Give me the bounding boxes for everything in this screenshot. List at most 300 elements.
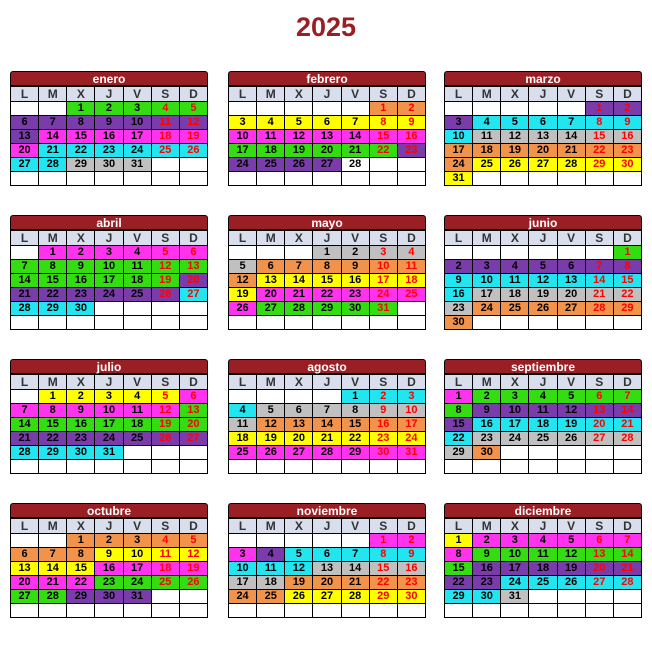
day-cell[interactable]: 29	[39, 302, 67, 316]
day-cell[interactable]: 28	[39, 158, 67, 172]
day-cell[interactable]: 1	[369, 102, 397, 116]
day-cell[interactable]: 1	[369, 534, 397, 548]
day-cell[interactable]: 4	[151, 534, 179, 548]
day-cell[interactable]: 20	[285, 432, 313, 446]
day-cell[interactable]: 3	[501, 390, 529, 404]
day-cell[interactable]: 31	[445, 172, 473, 186]
day-cell[interactable]: 19	[151, 274, 179, 288]
day-cell[interactable]: 21	[341, 144, 369, 158]
day-cell[interactable]: 29	[613, 302, 641, 316]
day-cell[interactable]: 26	[179, 144, 207, 158]
day-cell[interactable]: 1	[445, 534, 473, 548]
day-cell[interactable]: 19	[557, 418, 585, 432]
day-cell[interactable]: 22	[67, 144, 95, 158]
day-cell[interactable]: 26	[557, 576, 585, 590]
day-cell[interactable]: 21	[557, 144, 585, 158]
day-cell[interactable]: 26	[285, 158, 313, 172]
day-cell[interactable]: 11	[257, 562, 285, 576]
day-cell[interactable]: 4	[529, 390, 557, 404]
day-cell[interactable]: 23	[613, 144, 641, 158]
day-cell[interactable]: 6	[585, 534, 613, 548]
day-cell[interactable]: 28	[11, 302, 39, 316]
day-cell[interactable]: 3	[473, 260, 501, 274]
day-cell[interactable]: 7	[341, 548, 369, 562]
day-cell[interactable]: 30	[67, 302, 95, 316]
day-cell[interactable]: 12	[179, 548, 207, 562]
day-cell[interactable]: 29	[67, 158, 95, 172]
day-cell[interactable]: 5	[257, 404, 285, 418]
day-cell[interactable]: 22	[341, 432, 369, 446]
day-cell[interactable]: 19	[557, 562, 585, 576]
day-cell[interactable]: 10	[473, 274, 501, 288]
day-cell[interactable]: 1	[313, 246, 341, 260]
day-cell[interactable]: 7	[11, 404, 39, 418]
day-cell[interactable]: 24	[123, 144, 151, 158]
day-cell[interactable]: 10	[501, 404, 529, 418]
day-cell[interactable]: 2	[67, 246, 95, 260]
day-cell[interactable]: 24	[95, 288, 123, 302]
day-cell[interactable]: 20	[257, 288, 285, 302]
day-cell[interactable]: 21	[11, 288, 39, 302]
day-cell[interactable]: 9	[473, 404, 501, 418]
day-cell[interactable]: 1	[67, 102, 95, 116]
day-cell[interactable]: 15	[369, 130, 397, 144]
day-cell[interactable]: 29	[369, 590, 397, 604]
day-cell[interactable]: 3	[369, 246, 397, 260]
day-cell[interactable]: 6	[179, 246, 207, 260]
day-cell[interactable]: 22	[585, 144, 613, 158]
day-cell[interactable]: 10	[123, 548, 151, 562]
day-cell[interactable]: 29	[585, 158, 613, 172]
day-cell[interactable]: 4	[123, 246, 151, 260]
day-cell[interactable]: 29	[39, 446, 67, 460]
day-cell[interactable]: 13	[285, 418, 313, 432]
day-cell[interactable]: 19	[529, 288, 557, 302]
day-cell[interactable]: 23	[397, 576, 425, 590]
day-cell[interactable]: 7	[285, 260, 313, 274]
day-cell[interactable]: 27	[585, 432, 613, 446]
day-cell[interactable]: 9	[613, 116, 641, 130]
day-cell[interactable]: 12	[557, 548, 585, 562]
day-cell[interactable]: 5	[285, 116, 313, 130]
day-cell[interactable]: 3	[397, 390, 425, 404]
day-cell[interactable]: 30	[473, 590, 501, 604]
day-cell[interactable]: 31	[123, 158, 151, 172]
day-cell[interactable]: 30	[341, 302, 369, 316]
day-cell[interactable]: 28	[341, 158, 369, 172]
day-cell[interactable]: 7	[39, 548, 67, 562]
day-cell[interactable]: 29	[445, 590, 473, 604]
day-cell[interactable]: 5	[557, 390, 585, 404]
day-cell[interactable]: 27	[11, 158, 39, 172]
day-cell[interactable]: 19	[285, 144, 313, 158]
day-cell[interactable]: 4	[501, 260, 529, 274]
day-cell[interactable]: 18	[123, 274, 151, 288]
day-cell[interactable]: 19	[151, 418, 179, 432]
day-cell[interactable]: 12	[285, 562, 313, 576]
day-cell[interactable]: 2	[397, 534, 425, 548]
day-cell[interactable]: 7	[341, 116, 369, 130]
day-cell[interactable]: 7	[613, 534, 641, 548]
day-cell[interactable]: 18	[473, 144, 501, 158]
day-cell[interactable]: 3	[229, 548, 257, 562]
day-cell[interactable]: 10	[123, 116, 151, 130]
day-cell[interactable]: 2	[397, 102, 425, 116]
day-cell[interactable]: 30	[473, 446, 501, 460]
day-cell[interactable]: 27	[529, 158, 557, 172]
day-cell[interactable]: 5	[179, 102, 207, 116]
day-cell[interactable]: 4	[229, 404, 257, 418]
day-cell[interactable]: 7	[39, 116, 67, 130]
day-cell[interactable]: 25	[257, 590, 285, 604]
day-cell[interactable]: 2	[369, 390, 397, 404]
day-cell[interactable]: 20	[557, 288, 585, 302]
day-cell[interactable]: 26	[257, 446, 285, 460]
day-cell[interactable]: 10	[501, 548, 529, 562]
day-cell[interactable]: 23	[341, 288, 369, 302]
day-cell[interactable]: 20	[529, 144, 557, 158]
day-cell[interactable]: 23	[95, 576, 123, 590]
day-cell[interactable]: 24	[229, 158, 257, 172]
day-cell[interactable]: 3	[95, 390, 123, 404]
day-cell[interactable]: 6	[585, 390, 613, 404]
day-cell[interactable]: 27	[285, 446, 313, 460]
day-cell[interactable]: 14	[39, 130, 67, 144]
day-cell[interactable]: 15	[445, 562, 473, 576]
day-cell[interactable]: 9	[341, 260, 369, 274]
day-cell[interactable]: 25	[397, 288, 425, 302]
day-cell[interactable]: 29	[313, 302, 341, 316]
day-cell[interactable]: 10	[95, 260, 123, 274]
day-cell[interactable]: 15	[369, 562, 397, 576]
day-cell[interactable]: 5	[529, 260, 557, 274]
day-cell[interactable]: 23	[397, 144, 425, 158]
day-cell[interactable]: 9	[369, 404, 397, 418]
day-cell[interactable]: 21	[585, 288, 613, 302]
day-cell[interactable]: 15	[613, 274, 641, 288]
day-cell[interactable]: 24	[445, 158, 473, 172]
day-cell[interactable]: 11	[123, 404, 151, 418]
day-cell[interactable]: 15	[39, 418, 67, 432]
day-cell[interactable]: 24	[501, 576, 529, 590]
day-cell[interactable]: 22	[445, 432, 473, 446]
day-cell[interactable]: 8	[313, 260, 341, 274]
day-cell[interactable]: 2	[613, 102, 641, 116]
day-cell[interactable]: 20	[11, 144, 39, 158]
day-cell[interactable]: 26	[151, 288, 179, 302]
day-cell[interactable]: 16	[445, 288, 473, 302]
day-cell[interactable]: 4	[257, 116, 285, 130]
day-cell[interactable]: 16	[369, 418, 397, 432]
day-cell[interactable]: 21	[11, 432, 39, 446]
day-cell[interactable]: 14	[11, 274, 39, 288]
day-cell[interactable]: 20	[585, 418, 613, 432]
day-cell[interactable]: 24	[501, 432, 529, 446]
day-cell[interactable]: 6	[557, 260, 585, 274]
day-cell[interactable]: 21	[613, 418, 641, 432]
day-cell[interactable]: 24	[397, 432, 425, 446]
day-cell[interactable]: 26	[285, 590, 313, 604]
day-cell[interactable]: 2	[473, 390, 501, 404]
day-cell[interactable]: 23	[67, 432, 95, 446]
day-cell[interactable]: 5	[557, 534, 585, 548]
day-cell[interactable]: 17	[229, 576, 257, 590]
day-cell[interactable]: 12	[151, 404, 179, 418]
day-cell[interactable]: 8	[67, 116, 95, 130]
day-cell[interactable]: 3	[123, 102, 151, 116]
day-cell[interactable]: 18	[257, 576, 285, 590]
day-cell[interactable]: 8	[39, 260, 67, 274]
day-cell[interactable]: 2	[67, 390, 95, 404]
day-cell[interactable]: 1	[613, 246, 641, 260]
day-cell[interactable]: 14	[313, 418, 341, 432]
day-cell[interactable]: 15	[445, 418, 473, 432]
day-cell[interactable]: 21	[39, 576, 67, 590]
day-cell[interactable]: 1	[585, 102, 613, 116]
day-cell[interactable]: 5	[501, 116, 529, 130]
day-cell[interactable]: 27	[313, 158, 341, 172]
day-cell[interactable]: 21	[39, 144, 67, 158]
day-cell[interactable]: 26	[501, 158, 529, 172]
day-cell[interactable]: 10	[95, 404, 123, 418]
day-cell[interactable]: 11	[397, 260, 425, 274]
day-cell[interactable]: 6	[313, 116, 341, 130]
day-cell[interactable]: 25	[473, 158, 501, 172]
day-cell[interactable]: 3	[95, 246, 123, 260]
day-cell[interactable]: 30	[397, 590, 425, 604]
day-cell[interactable]: 23	[473, 432, 501, 446]
day-cell[interactable]: 9	[95, 548, 123, 562]
day-cell[interactable]: 10	[445, 130, 473, 144]
day-cell[interactable]: 11	[151, 116, 179, 130]
day-cell[interactable]: 16	[67, 418, 95, 432]
day-cell[interactable]: 6	[179, 390, 207, 404]
day-cell[interactable]: 19	[179, 130, 207, 144]
day-cell[interactable]: 15	[585, 130, 613, 144]
day-cell[interactable]: 11	[229, 418, 257, 432]
day-cell[interactable]: 16	[95, 130, 123, 144]
day-cell[interactable]: 8	[445, 548, 473, 562]
day-cell[interactable]: 10	[397, 404, 425, 418]
day-cell[interactable]: 9	[67, 260, 95, 274]
day-cell[interactable]: 8	[369, 548, 397, 562]
day-cell[interactable]: 28	[557, 158, 585, 172]
day-cell[interactable]: 2	[445, 260, 473, 274]
day-cell[interactable]: 22	[613, 288, 641, 302]
day-cell[interactable]: 12	[151, 260, 179, 274]
day-cell[interactable]: 24	[369, 288, 397, 302]
day-cell[interactable]: 14	[613, 548, 641, 562]
day-cell[interactable]: 21	[285, 288, 313, 302]
day-cell[interactable]: 14	[613, 404, 641, 418]
day-cell[interactable]: 12	[257, 418, 285, 432]
day-cell[interactable]: 27	[557, 302, 585, 316]
day-cell[interactable]: 13	[585, 404, 613, 418]
day-cell[interactable]: 5	[229, 260, 257, 274]
day-cell[interactable]: 28	[585, 302, 613, 316]
day-cell[interactable]: 12	[179, 116, 207, 130]
day-cell[interactable]: 2	[341, 246, 369, 260]
day-cell[interactable]: 9	[95, 116, 123, 130]
day-cell[interactable]: 10	[229, 562, 257, 576]
day-cell[interactable]: 13	[557, 274, 585, 288]
day-cell[interactable]: 17	[95, 274, 123, 288]
day-cell[interactable]: 28	[11, 446, 39, 460]
day-cell[interactable]: 10	[369, 260, 397, 274]
day-cell[interactable]: 22	[313, 288, 341, 302]
day-cell[interactable]: 31	[369, 302, 397, 316]
day-cell[interactable]: 18	[123, 418, 151, 432]
day-cell[interactable]: 24	[123, 576, 151, 590]
day-cell[interactable]: 9	[397, 116, 425, 130]
day-cell[interactable]: 4	[257, 548, 285, 562]
day-cell[interactable]: 30	[95, 158, 123, 172]
day-cell[interactable]: 6	[285, 404, 313, 418]
day-cell[interactable]: 25	[229, 446, 257, 460]
day-cell[interactable]: 22	[369, 144, 397, 158]
day-cell[interactable]: 17	[473, 288, 501, 302]
day-cell[interactable]: 14	[285, 274, 313, 288]
day-cell[interactable]: 22	[445, 576, 473, 590]
day-cell[interactable]: 6	[257, 260, 285, 274]
day-cell[interactable]: 23	[67, 288, 95, 302]
day-cell[interactable]: 6	[313, 548, 341, 562]
day-cell[interactable]: 1	[39, 246, 67, 260]
day-cell[interactable]: 17	[123, 562, 151, 576]
day-cell[interactable]: 25	[257, 158, 285, 172]
day-cell[interactable]: 15	[341, 418, 369, 432]
day-cell[interactable]: 18	[397, 274, 425, 288]
day-cell[interactable]: 6	[11, 116, 39, 130]
day-cell[interactable]: 19	[179, 562, 207, 576]
day-cell[interactable]: 26	[529, 302, 557, 316]
day-cell[interactable]: 31	[95, 446, 123, 460]
day-cell[interactable]: 28	[613, 432, 641, 446]
day-cell[interactable]: 12	[529, 274, 557, 288]
day-cell[interactable]: 11	[151, 548, 179, 562]
day-cell[interactable]: 30	[445, 316, 473, 330]
day-cell[interactable]: 26	[151, 432, 179, 446]
day-cell[interactable]: 8	[67, 548, 95, 562]
day-cell[interactable]: 7	[585, 260, 613, 274]
day-cell[interactable]: 30	[67, 446, 95, 460]
day-cell[interactable]: 4	[529, 534, 557, 548]
day-cell[interactable]: 11	[529, 404, 557, 418]
day-cell[interactable]: 13	[313, 130, 341, 144]
day-cell[interactable]: 18	[151, 130, 179, 144]
day-cell[interactable]: 15	[67, 130, 95, 144]
day-cell[interactable]: 16	[473, 562, 501, 576]
day-cell[interactable]: 17	[501, 418, 529, 432]
day-cell[interactable]: 22	[67, 576, 95, 590]
day-cell[interactable]: 14	[341, 562, 369, 576]
day-cell[interactable]: 28	[313, 446, 341, 460]
day-cell[interactable]: 25	[151, 144, 179, 158]
day-cell[interactable]: 5	[179, 534, 207, 548]
day-cell[interactable]: 8	[613, 260, 641, 274]
day-cell[interactable]: 30	[95, 590, 123, 604]
day-cell[interactable]: 14	[39, 562, 67, 576]
day-cell[interactable]: 15	[67, 562, 95, 576]
day-cell[interactable]: 27	[179, 432, 207, 446]
day-cell[interactable]: 20	[313, 576, 341, 590]
day-cell[interactable]: 31	[397, 446, 425, 460]
day-cell[interactable]: 23	[95, 144, 123, 158]
day-cell[interactable]: 22	[39, 432, 67, 446]
day-cell[interactable]: 1	[341, 390, 369, 404]
day-cell[interactable]: 13	[257, 274, 285, 288]
day-cell[interactable]: 21	[341, 576, 369, 590]
day-cell[interactable]: 28	[341, 590, 369, 604]
day-cell[interactable]: 4	[473, 116, 501, 130]
day-cell[interactable]: 29	[445, 446, 473, 460]
day-cell[interactable]: 9	[473, 548, 501, 562]
day-cell[interactable]: 1	[445, 390, 473, 404]
day-cell[interactable]: 6	[529, 116, 557, 130]
day-cell[interactable]: 7	[613, 390, 641, 404]
day-cell[interactable]: 11	[501, 274, 529, 288]
day-cell[interactable]: 14	[11, 418, 39, 432]
day-cell[interactable]: 3	[123, 534, 151, 548]
day-cell[interactable]: 5	[151, 390, 179, 404]
day-cell[interactable]: 20	[179, 418, 207, 432]
day-cell[interactable]: 17	[397, 418, 425, 432]
day-cell[interactable]: 2	[473, 534, 501, 548]
day-cell[interactable]: 2	[95, 534, 123, 548]
day-cell[interactable]: 14	[557, 130, 585, 144]
day-cell[interactable]: 30	[613, 158, 641, 172]
day-cell[interactable]: 30	[369, 446, 397, 460]
day-cell[interactable]: 31	[123, 590, 151, 604]
day-cell[interactable]: 19	[501, 144, 529, 158]
day-cell[interactable]: 18	[529, 418, 557, 432]
day-cell[interactable]: 16	[473, 418, 501, 432]
day-cell[interactable]: 27	[257, 302, 285, 316]
day-cell[interactable]: 4	[151, 102, 179, 116]
day-cell[interactable]: 25	[529, 576, 557, 590]
day-cell[interactable]: 25	[123, 288, 151, 302]
day-cell[interactable]: 7	[313, 404, 341, 418]
day-cell[interactable]: 8	[341, 404, 369, 418]
day-cell[interactable]: 11	[473, 130, 501, 144]
day-cell[interactable]: 28	[39, 590, 67, 604]
day-cell[interactable]: 23	[445, 302, 473, 316]
day-cell[interactable]: 25	[123, 432, 151, 446]
day-cell[interactable]: 19	[229, 288, 257, 302]
day-cell[interactable]: 26	[229, 302, 257, 316]
day-cell[interactable]: 18	[229, 432, 257, 446]
day-cell[interactable]: 9	[397, 548, 425, 562]
day-cell[interactable]: 4	[123, 390, 151, 404]
day-cell[interactable]: 13	[11, 562, 39, 576]
day-cell[interactable]: 16	[397, 562, 425, 576]
day-cell[interactable]: 3	[229, 116, 257, 130]
day-cell[interactable]: 28	[613, 576, 641, 590]
day-cell[interactable]: 29	[67, 590, 95, 604]
day-cell[interactable]: 16	[397, 130, 425, 144]
day-cell[interactable]: 13	[11, 130, 39, 144]
day-cell[interactable]: 31	[501, 590, 529, 604]
day-cell[interactable]: 24	[473, 302, 501, 316]
day-cell[interactable]: 27	[179, 288, 207, 302]
day-cell[interactable]: 20	[179, 274, 207, 288]
day-cell[interactable]: 21	[613, 562, 641, 576]
day-cell[interactable]: 20	[11, 576, 39, 590]
day-cell[interactable]: 9	[445, 274, 473, 288]
day-cell[interactable]: 18	[501, 288, 529, 302]
day-cell[interactable]: 20	[585, 562, 613, 576]
day-cell[interactable]: 18	[529, 562, 557, 576]
